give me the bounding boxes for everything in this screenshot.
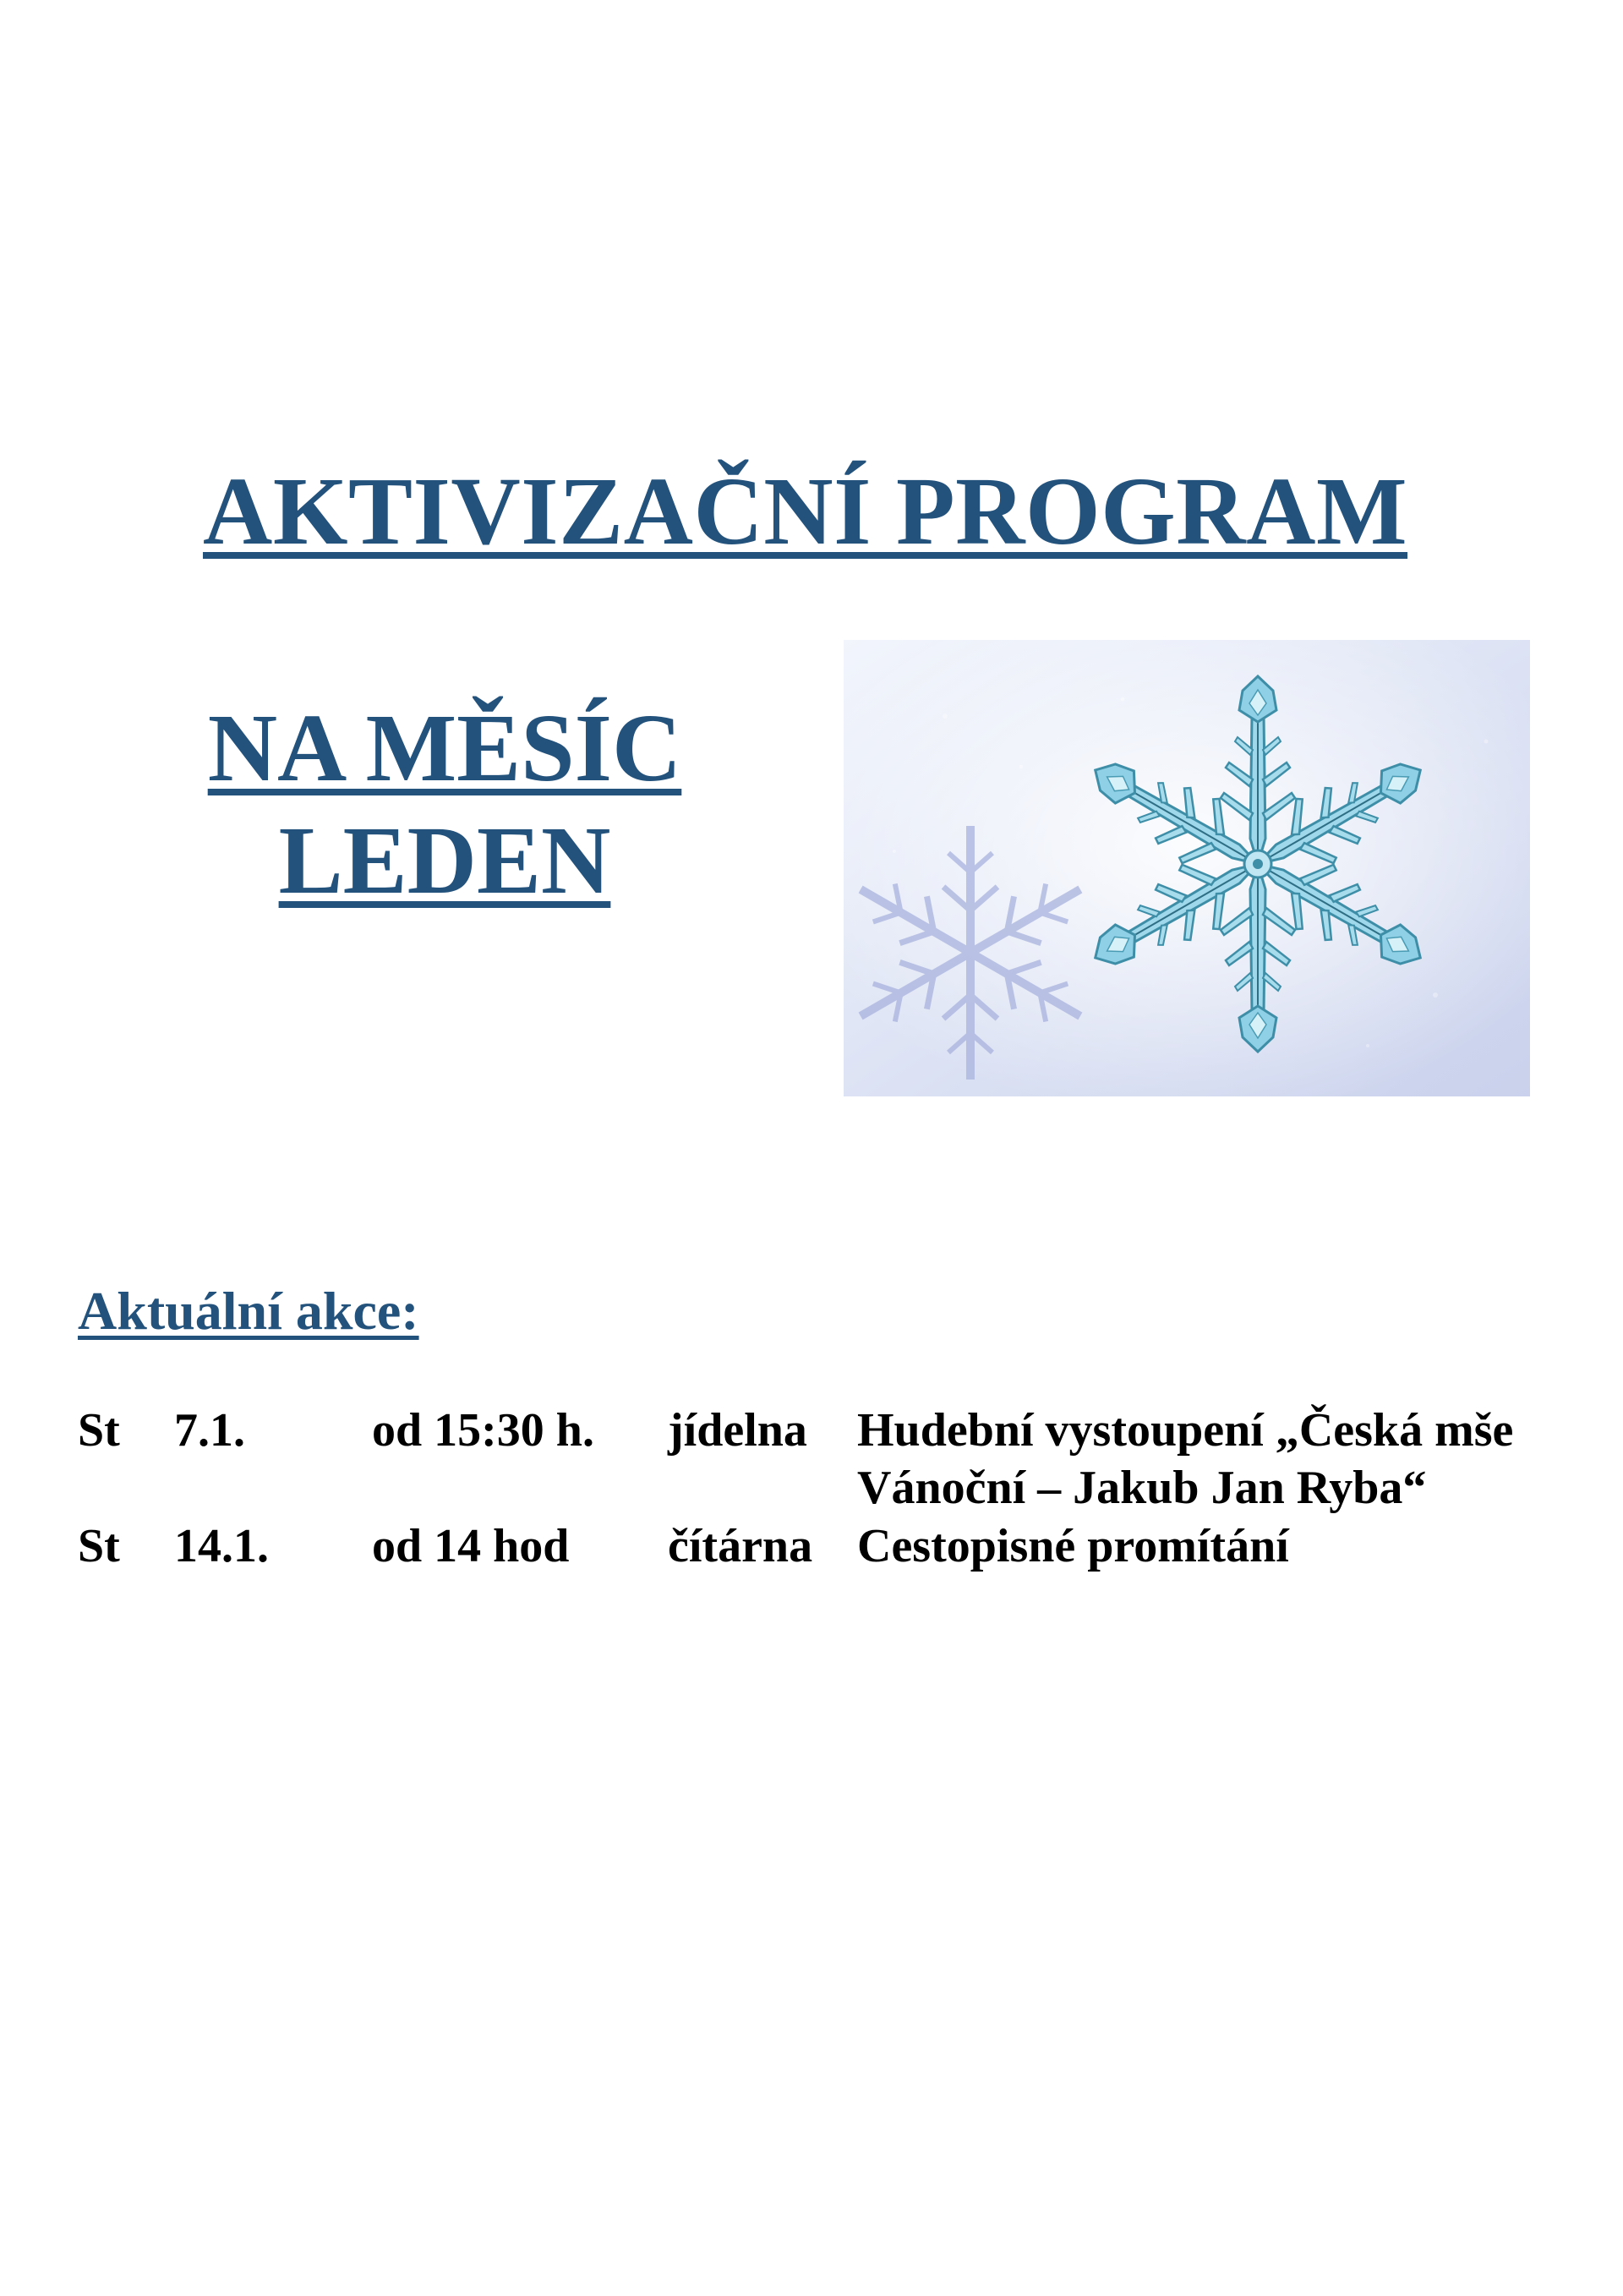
event-description-line: Hudební vystoupení „Česká mše [857, 1404, 1514, 1457]
event-place: čítárna [668, 1519, 813, 1572]
event-description-line: Cestopisné promítání [857, 1519, 1289, 1572]
page-title: AKTIVIZAČNÍ PROGRAM [203, 457, 1408, 565]
table-row [78, 1402, 1582, 1517]
event-time: od 14 hod [372, 1519, 570, 1572]
event-description [857, 1517, 1582, 1575]
snowflake-icon [844, 640, 1530, 1096]
event-time: od 15:30 h. [372, 1404, 594, 1457]
subtitle-line-month: NA MĚSÍC [207, 694, 682, 801]
event-date: 14.1. [174, 1519, 269, 1572]
event-description-line: Vánoční – Jakub Jan Ryba“ [857, 1462, 1427, 1515]
event-day: St [78, 1519, 120, 1572]
event-date: 7.1. [174, 1404, 245, 1457]
event-place: jídelna [668, 1404, 807, 1457]
table-row [78, 1517, 1582, 1575]
event-description [857, 1402, 1582, 1517]
events-table [78, 1402, 1582, 1575]
page-subtitle [199, 692, 690, 917]
subtitle-line-name: LEDEN [278, 806, 611, 915]
event-day: St [78, 1404, 120, 1457]
section-heading: Aktuální akce: [78, 1281, 419, 1341]
snowflake-photo [844, 640, 1530, 1096]
